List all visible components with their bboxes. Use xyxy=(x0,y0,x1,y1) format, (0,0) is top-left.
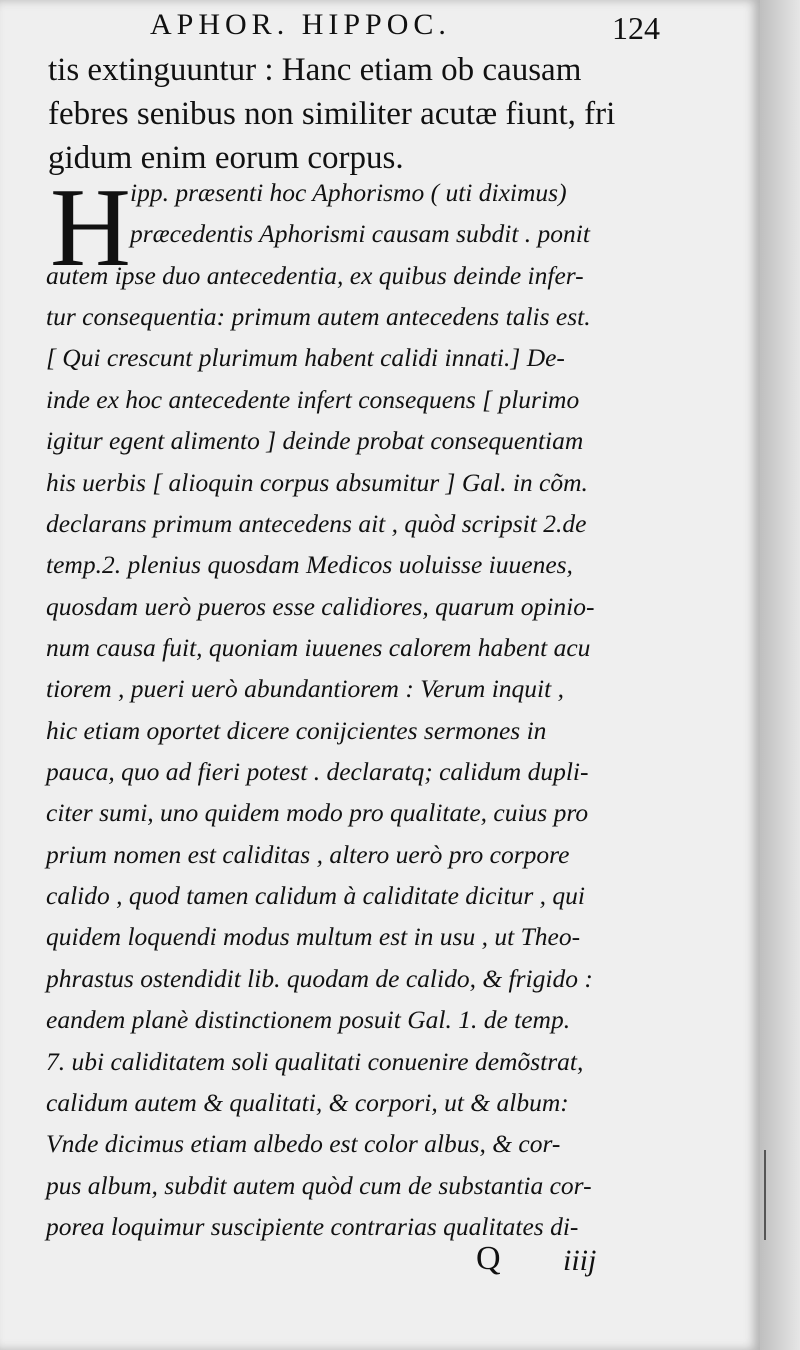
page-number: 124 xyxy=(612,10,660,46)
commentary-line: his uerbis [ alioquin corpus absumitur ] Gal. in cõm. xyxy=(46,467,588,497)
commentary-line: ipp. præsenti hoc Aphorismo ( uti diximus) xyxy=(130,178,567,207)
commentary-line: calidum autem & qualitati, & corpori, ut & album: xyxy=(46,1087,569,1117)
text-line-roman: febres senibus non similiter acutæ fiunt, fri xyxy=(48,96,616,132)
commentary-line: Vnde dicimus etiam albedo est color albus, & cor- xyxy=(46,1129,561,1159)
commentary-line: igitur egent alimento ] deinde probat consequentiam xyxy=(46,426,584,456)
commentary-line: tur consequentia: primum autem antecedens talis est. xyxy=(46,302,591,332)
commentary-line: inde ex hoc antecedente infert consequens [ plurimo xyxy=(46,384,580,414)
commentary-line: pauca, quo ad fieri potest . declaratq; calidum dupli- xyxy=(46,757,589,787)
drop-cap-initial: H xyxy=(50,166,131,290)
commentary-line: pus album, subdit autem quòd cum de substantia cor- xyxy=(46,1170,592,1200)
commentary-line: porea loquimur suscipiente contrarias qualitates di- xyxy=(46,1212,579,1241)
commentary-line: temp.2. plenius quosdam Medicos uoluisse iuuenes, xyxy=(46,550,573,580)
commentary-line: declarans primum antecedens ait , quòd scripsit 2.de xyxy=(46,508,587,538)
commentary-line: quidem loquendi modus multum est in usu , ut Theo- xyxy=(46,922,581,952)
running-head: APHOR. HIPPOC. xyxy=(150,8,451,41)
commentary-line: hic etiam oportet dicere conijcientes sermones in xyxy=(46,715,547,745)
text-line-roman: tis extinguuntur : Hanc etiam ob causam xyxy=(48,52,582,88)
commentary-line: quosdam uerò pueros esse calidiores, quarum opinio- xyxy=(46,591,595,621)
signature-mark: Q xyxy=(476,1240,501,1277)
commentary-line: phrastus ostendidit lib. quodam de calido, & frigido : xyxy=(46,963,593,993)
text-line-roman: gidum enim eorum corpus. xyxy=(48,140,404,176)
commentary-line: eandem planè distinctionem posuit Gal. 1. de temp. xyxy=(46,1005,571,1035)
signature-number: iiij xyxy=(563,1244,597,1277)
page-edge xyxy=(760,0,800,1350)
commentary-line: num causa fuit, quoniam iuuenes calorem habent acu xyxy=(46,632,591,662)
commentary-line: præcedentis Aphorismi causam subdit . ponit xyxy=(130,219,590,249)
commentary-line: 7. ubi caliditatem soli qualitati conuenire demõstrat, xyxy=(46,1046,584,1076)
commentary-line: calido , quod tamen calidum à caliditate dicitur , qui xyxy=(46,881,585,911)
commentary-line: citer sumi, uno quidem modo pro qualitate, cuius pro xyxy=(46,798,589,828)
margin-stroke xyxy=(764,1150,766,1240)
commentary-line: [ Qui crescunt plurimum habent calidi innati.] De- xyxy=(46,343,565,373)
commentary-line: prium nomen est caliditas , altero uerò pro corpore xyxy=(46,839,570,869)
commentary-line: tiorem , pueri uerò abundantiorem : Verum inquit , xyxy=(46,674,564,704)
commentary-line: autem ipse duo antecedentia, ex quibus deinde infer- xyxy=(46,260,584,290)
